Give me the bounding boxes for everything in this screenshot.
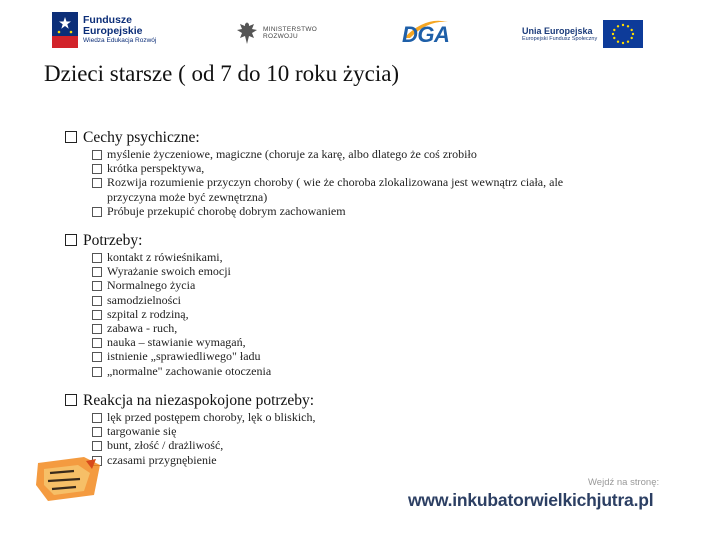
checkbox-bullet-icon [92,413,102,423]
list-item-text: targowanie się [107,424,177,439]
list-item [92,349,271,363]
checkbox-bullet-icon [92,267,102,277]
ministerstwo-rozwoju-logo [236,20,317,46]
list-item [92,364,271,378]
section-heading [65,129,563,147]
list-item-text: nauka – stawianie wymagań, [107,335,246,350]
section-potrzeby [65,232,271,378]
section-heading [65,232,271,250]
list-item [92,278,271,292]
checkbox-bullet-icon [92,352,102,362]
list-item-text: Próbuje przekupić chorobę dobrym zachowaniem [107,203,346,218]
checkbox-bullet-icon [65,234,77,246]
checkbox-bullet-icon [92,164,102,174]
eu-line1: Unia Europejska [522,26,593,36]
list-item-text: zabawa - ruch, [107,321,178,336]
unia-europejska-logo [522,20,643,48]
section-heading [65,392,316,410]
checkbox-bullet-icon [92,253,102,263]
list-item-text: czasami przygnębienie [107,452,217,467]
checkbox-bullet-icon [92,207,102,217]
fundusze-line3: Wiedza Edukacja Rozwój [83,37,157,45]
checkbox-bullet-icon [92,150,102,160]
list-item [92,424,316,438]
footer-label: Wejdź na stronę: [588,477,660,488]
checkbox-bullet-icon [92,367,102,377]
page-title: Dzieci starsze ( od 7 do 10 roku życia) [44,61,400,86]
fundusze-europejskie-mark [52,12,78,48]
checkbox-bullet-icon [65,131,77,143]
dga-text: DGA [402,22,450,47]
list-item-text: myślenie życzeniowe, magiczne (choruje za karę, albo dlatego że coś zrobiło [107,147,477,161]
list-item-text: kontakt z rówieśnikami, [107,250,223,264]
ministry-line2: ROZWOJU [263,33,298,40]
eu-flag-icon [603,20,643,48]
list-item-continuation: przyczyna może być zewnętrzna) [107,189,268,204]
list-item-text: Wyrażanie swoich emocji [107,264,231,279]
list-item [92,438,316,452]
list-item [92,410,316,424]
section-heading-text: Reakcja na niezaspokojone potrzeby: [83,392,315,409]
list-item [92,204,563,218]
logo-bar [0,12,720,60]
checkbox-bullet-icon [65,394,77,406]
inkubator-logo-icon [34,455,104,503]
eagle-emblem-icon [236,20,258,46]
list-item-text: Normalnego życia [107,278,196,293]
list-item-text: bunt, złość / drażliwość, [107,438,224,453]
list-item-text: szpital z rodziną, [107,306,189,321]
list-item-text: Rozwija rozumienie przyczyn choroby ( wie że choroba zlokalizowana jest wewnątrz ciała, ale [107,175,564,190]
checkbox-bullet-icon [92,178,102,188]
list-item-text: krótka perspektywa, [107,161,205,176]
checkbox-bullet-icon [92,310,102,320]
eu-line2: Europejski Fundusz Społeczny [522,36,598,42]
section-cechy-psychiczne [65,129,563,218]
list-item [92,250,271,264]
footer-url-link[interactable]: www.inkubatorwielkichjutra.pl [408,490,654,510]
fundusze-line1: Fundusze [83,14,132,27]
section-heading-text: Cechy psychiczne: [83,129,200,146]
checkbox-bullet-icon [92,441,102,451]
list-item-text: istnienie „sprawiedliwego" ładu [107,349,261,364]
list-item [92,147,563,161]
checkbox-bullet-icon [92,338,102,348]
dga-logo [402,22,449,48]
checkbox-bullet-icon [92,324,102,334]
checkbox-bullet-icon [92,427,102,437]
ministry-line1: MINISTERSTWO [263,25,318,33]
checkbox-bullet-icon [92,296,102,306]
list-item [92,293,271,307]
list-item [92,264,271,278]
fundusze-line2: Europejskie [83,25,143,38]
list-item [92,175,563,203]
section-heading-text: Potrzeby: [83,232,143,249]
list-item [92,161,563,175]
list-item [92,335,271,349]
list-item [92,453,316,467]
list-item [92,307,271,321]
list-item-text: lęk przed postępem choroby, lęk o bliskich, [107,410,316,424]
list-item-text: samodzielności [107,292,181,307]
fundusze-europejskie-logo [52,12,156,48]
checkbox-bullet-icon [92,281,102,291]
list-item [92,321,271,335]
list-item-text: „normalne" zachowanie otoczenia [107,363,272,378]
